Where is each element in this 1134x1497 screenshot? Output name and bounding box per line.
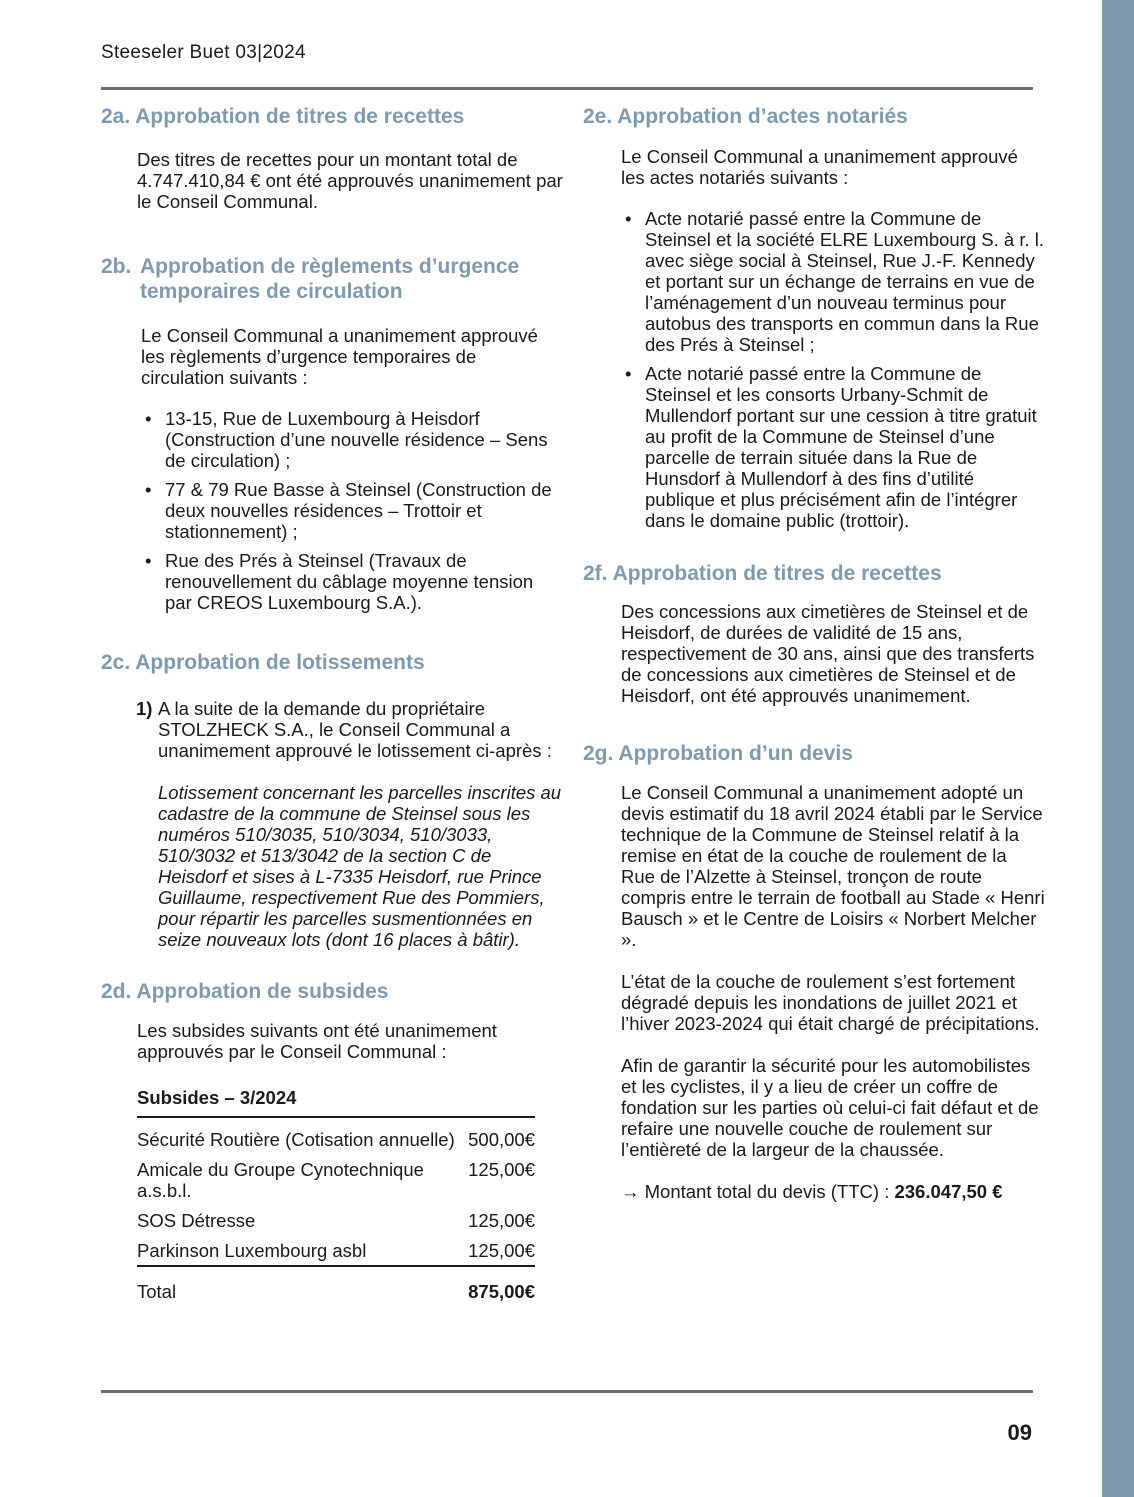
section-2e-intro: Le Conseil Communal a unanimement approuvé les actes notariés suivants :	[621, 146, 1018, 188]
section-2e-list	[621, 208, 1045, 531]
section-2b-intro: Le Conseil Communal a unanimement approuvé les règlements d’urgence temporaires de circulation suivants :	[141, 325, 538, 388]
left-column	[101, 104, 563, 1302]
devis-total-line	[621, 1181, 1045, 1202]
row-amount: 125,00€	[468, 1240, 535, 1261]
section-number: 2f.	[583, 562, 608, 585]
section-2a	[101, 104, 563, 212]
section-2a-body: Des titres de recettes pour un montant total de 4.747.410,84 € ont été approuvés unanimement par le Conseil Communal.	[137, 149, 563, 212]
section-title: Approbation d’un devis	[618, 742, 853, 765]
table-row	[137, 1159, 535, 1210]
section-number: 2d.	[101, 980, 132, 1003]
table-row	[137, 1210, 535, 1240]
page-header: Steeseler Buet 03|2024	[101, 42, 306, 63]
section-2a-heading	[101, 104, 563, 129]
section-2g-paragraph-3: Afin de garantir la sécurité pour les automobilistes et les cyclistes, il y a lieu de créer un coffre de fondation sur les parties où celui-ci fait défaut et de refaire une nouvelle couche de roulement sur l’entièreté de la largeur de la chaussée.	[621, 1055, 1039, 1160]
list-item: • 13-15, Rue de Luxembourg à Heisdorf (Construction d’une nouvelle résidence – Sens de circulation) ;	[141, 408, 563, 471]
decorative-side-band	[1102, 0, 1134, 1497]
row-label: Sécurité Routière (Cotisation annuelle)	[137, 1117, 468, 1159]
section-2d-intro: Les subsides suivants ont été unanimement approuvés par le Conseil Communal :	[137, 1020, 497, 1062]
row-label: Amicale du Groupe Cynotechnique a.s.b.l.	[137, 1159, 424, 1201]
section-2g-heading	[583, 741, 1045, 766]
list-item: • Acte notarié passé entre la Commune de Steinsel et la société ELRE Luxembourg S. à r. l. avec siège social à Steinsel, Rue J.-F. Kennedy et portant sur un échange de terrains en vue de l’aménagement d’un nouveau terminus pour autobus des transports en commun dans la Rue des Prés à Steinsel ;	[621, 208, 1045, 355]
section-number: 2g.	[583, 742, 614, 765]
section-2b	[101, 254, 563, 613]
section-2b-heading	[101, 254, 563, 304]
row-amount: 500,00€	[468, 1117, 535, 1159]
total-amount: 875,00€	[468, 1266, 535, 1302]
row-amount: 125,00€	[468, 1159, 535, 1180]
row-label: Parkinson Luxembourg asbl	[137, 1240, 367, 1261]
section-title: Approbation de titres de recettes	[135, 105, 465, 128]
table-row	[137, 1117, 535, 1159]
section-2g	[583, 741, 1045, 1202]
section-2f	[583, 561, 1045, 706]
item-text: A la suite de la demande du propriétaire STOLZHECK S.A., le Conseil Communal a unanimement approuvé le lotissement ci-après :	[158, 698, 552, 761]
section-number: 2a.	[101, 105, 131, 128]
section-2d-heading	[101, 979, 563, 1004]
subsidies-table	[137, 1087, 535, 1302]
section-2b-list	[141, 408, 563, 613]
section-2d	[101, 979, 563, 1302]
row-amount: 125,00€	[468, 1210, 535, 1231]
section-title: Approbation de règlements d’urgence temporaires de circulation	[140, 255, 520, 303]
page-number: 09	[1007, 1420, 1032, 1445]
section-2f-heading	[583, 561, 1045, 586]
devis-total-label: → Montant total du devis (TTC) :	[621, 1181, 890, 1202]
section-2c-heading	[101, 650, 563, 675]
item-italic-text: Lotissement concernant les parcelles inscrites au cadastre de la commune de Steinsel sous les numéros 510/3035, 510/3034, 510/3033, 510/3032 et 513/3042 de la section C de Heisdorf et sises à L-7335 Heisdorf, rue Prince Guillaume, respectivement Rue des Pommiers, pour répartir les parcelles susmentionnées en seize nouveaux lots (dont 16 places à bâtir).	[158, 782, 562, 950]
section-title: Approbation de titres de recettes	[612, 562, 942, 585]
section-number: 2e.	[583, 105, 613, 128]
list-item: • Acte notarié passé entre la Commune de Steinsel et les consorts Urbany-Schmit de Mullendorf portant sur une cession à titre gratuit au profit de la Commune de Steinsel d’une parcelle de terrain située dans la Rue de Hunsdorf à Mullendorf à des fins d’utilité publique et plus précisément afin de l’intégrer dans le domaine public (trottoir).	[621, 363, 1045, 531]
section-2e	[583, 104, 1045, 531]
list-item: • Rue des Prés à Steinsel (Travaux de renouvellement du câblage moyenne tension par CREOS Luxembourg S.A.).	[141, 550, 563, 613]
table-total-row	[137, 1266, 535, 1302]
section-2c-item	[101, 698, 563, 950]
top-divider	[101, 87, 1033, 90]
devis-total-amount: 236.047,50 €	[894, 1181, 1003, 1202]
total-label: Total	[137, 1266, 468, 1302]
section-title: Approbation de subsides	[136, 980, 389, 1003]
section-2c	[101, 650, 563, 950]
section-title: Approbation de lotissements	[135, 651, 425, 674]
section-title: Approbation d’actes notariés	[617, 105, 908, 128]
table-title: Subsides – 3/2024	[137, 1087, 297, 1108]
section-2g-paragraph-1: Le Conseil Communal a unanimement adopté un devis estimatif du 18 avril 2024 établi par le Service technique de la Commune de Steinsel relatif à la remise en état de la couche de roulement de la Rue de l’Alzette à Steinsel, tronçon de route compris entre le terrain de football au Stade « Henri Bausch » et le Centre de Loisirs « Norbert Melcher ».	[621, 782, 1045, 950]
item-number: 1)	[136, 698, 153, 719]
section-number: 2b.	[101, 255, 132, 278]
bottom-divider	[101, 1390, 1033, 1393]
section-number: 2c.	[101, 651, 131, 674]
section-2g-paragraph-2: L’état de la couche de roulement s’est fortement dégradé depuis les inondations de juillet 2021 et l’hiver 2023-2024 qui était chargé de précipitations.	[621, 971, 1040, 1034]
row-label: SOS Détresse	[137, 1210, 256, 1231]
section-2f-body: Des concessions aux cimetières de Steinsel et de Heisdorf, de durées de validité de 15 ans, respectivement de 30 ans, ainsi que des transferts de concessions aux cimetières de Steinsel et de Heisdorf, ont été approuvés unanimement.	[621, 601, 1035, 706]
section-2e-heading	[583, 104, 1045, 129]
list-item: • 77 & 79 Rue Basse à Steinsel (Construction de deux nouvelles résidences – Trottoir et stationnement) ;	[141, 479, 563, 542]
right-column	[583, 104, 1045, 1202]
table-row	[137, 1240, 535, 1266]
